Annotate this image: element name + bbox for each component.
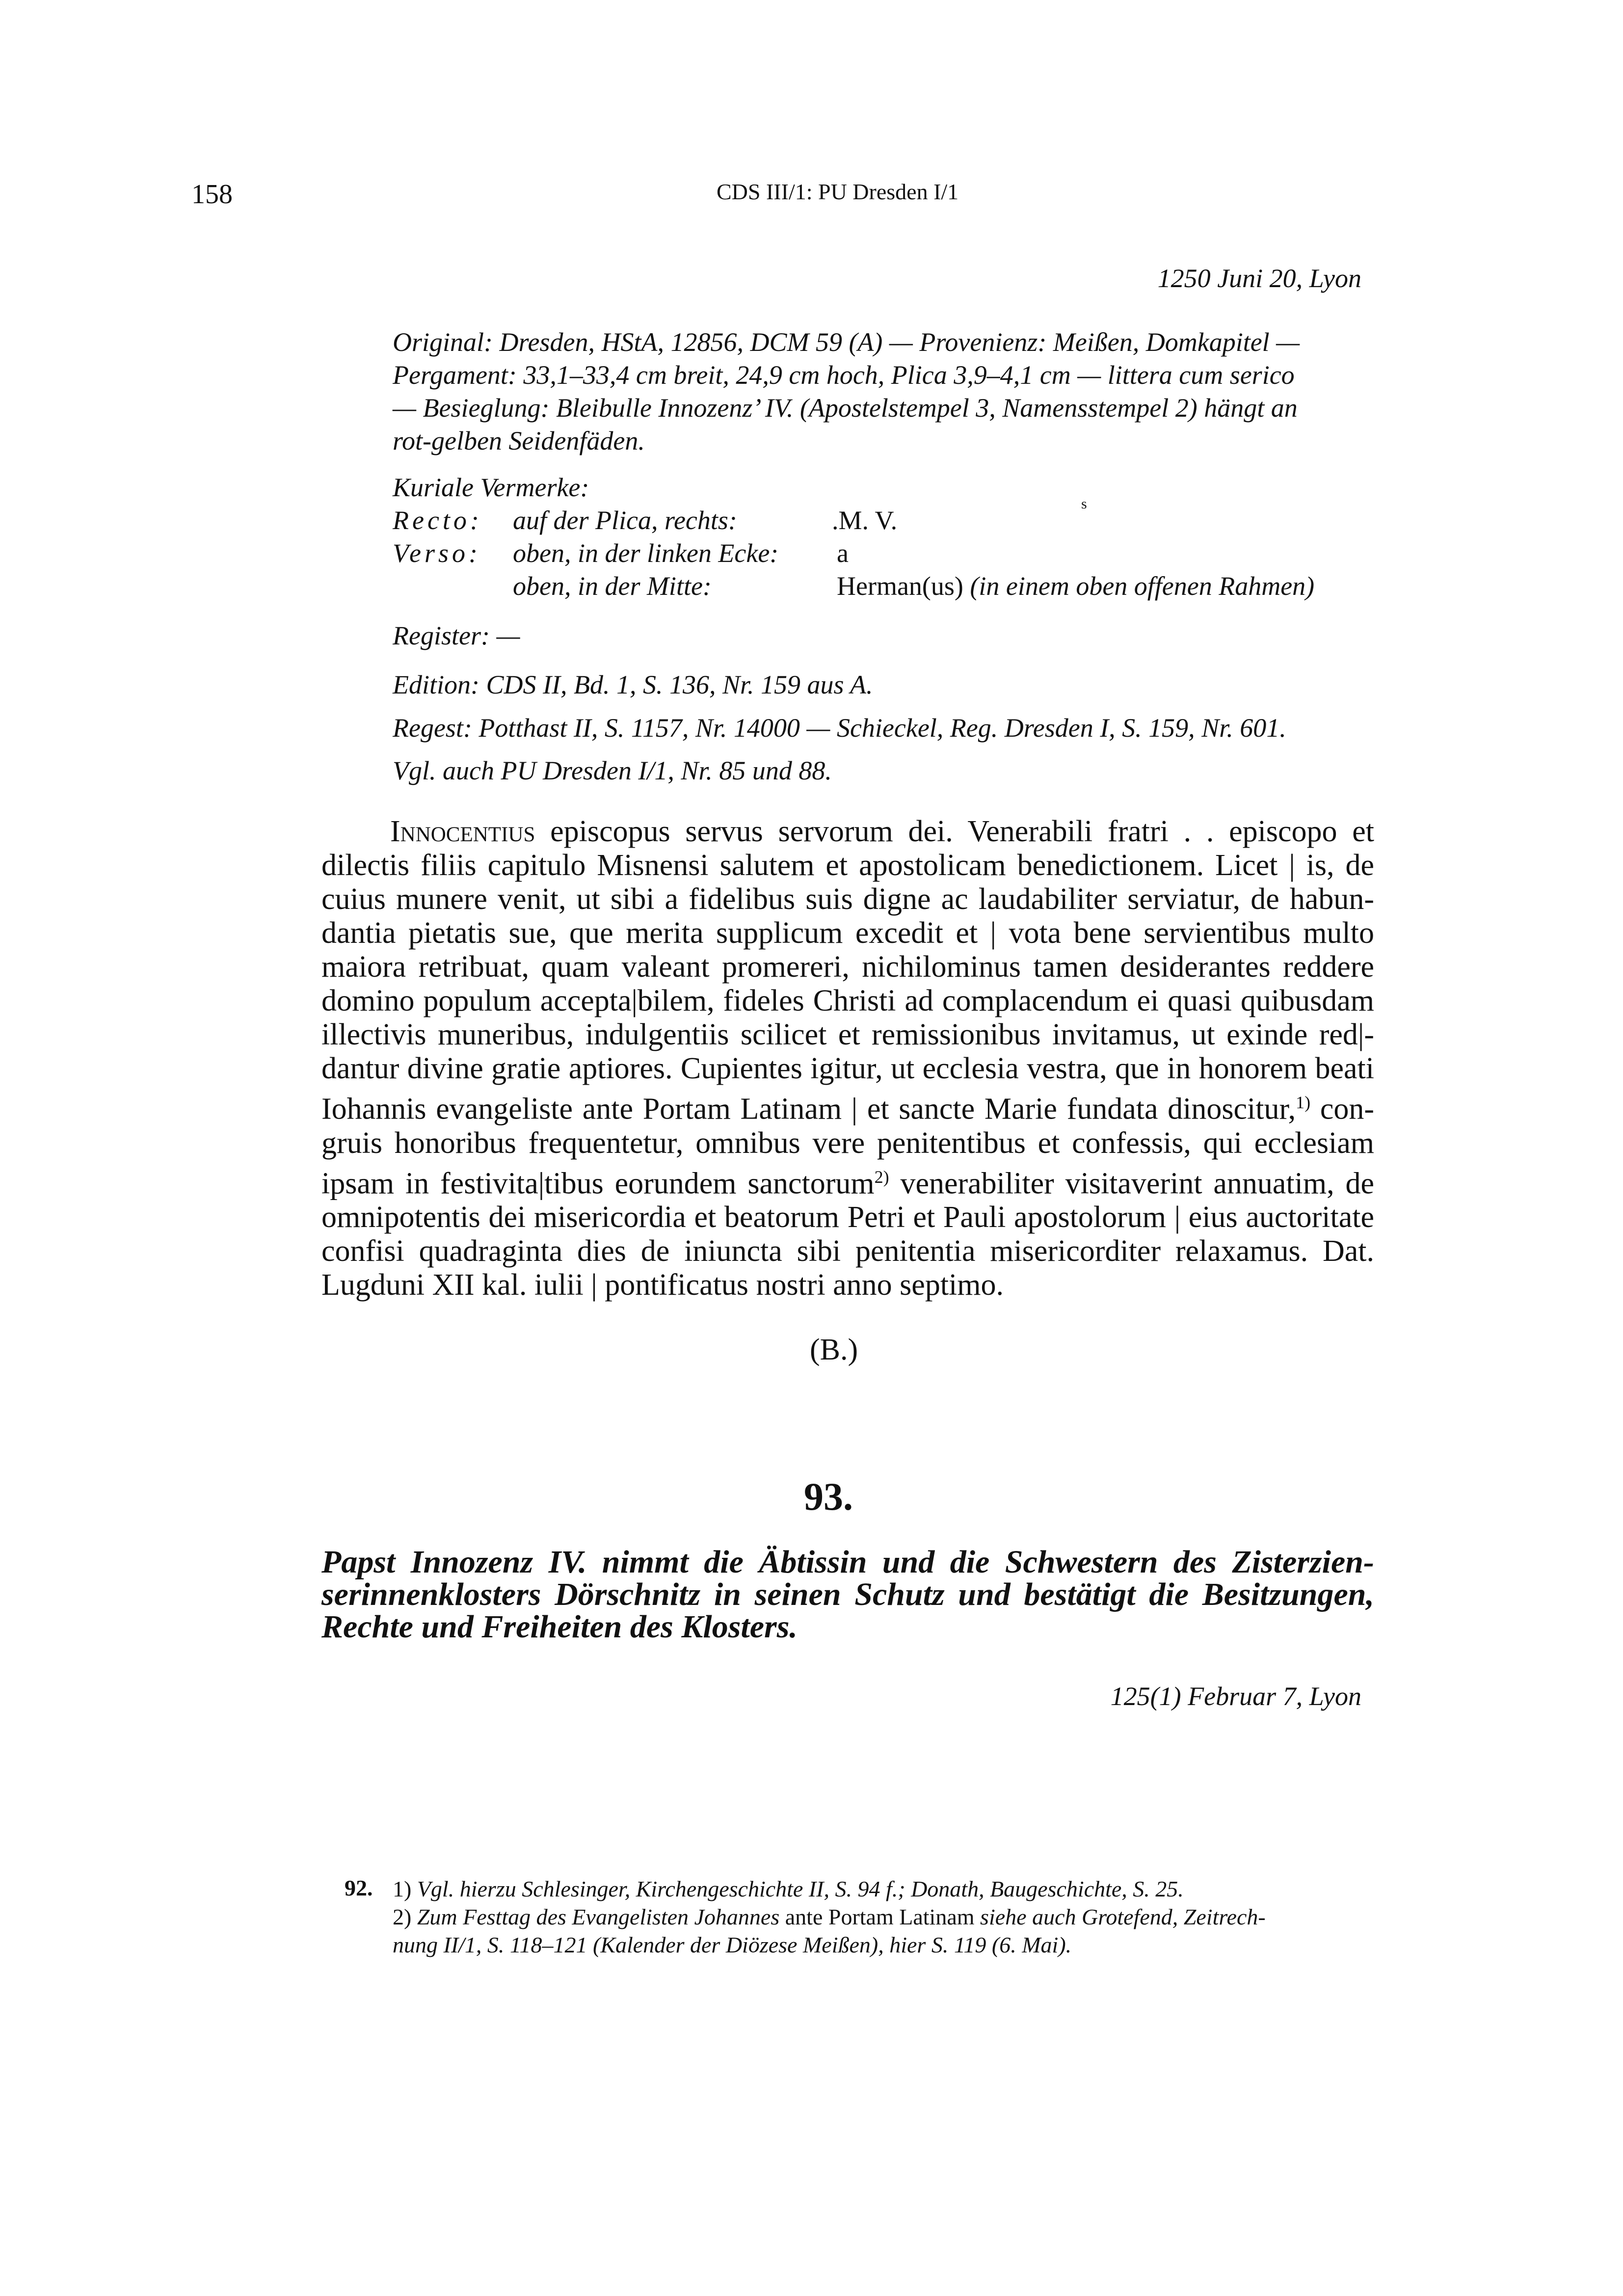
regest-line: Regest: Potthast II, S. 1157, Nr. 14000 — Schieckel, Reg. Dresden I, S. 159, Nr. 601. bbox=[393, 713, 1286, 743]
verso-label: Verso: bbox=[393, 538, 481, 568]
recto-label: Recto: bbox=[393, 506, 482, 535]
footnote-1-text: Vgl. hierzu Schlesinger, Kirchengeschichte II, S. 94 f.; Donath, Baugeschichte, S. 25. bbox=[417, 1876, 1184, 1901]
text-line: illectivis muneribus, indulgentiis scilicet et remissionibus invitamus, ut exinde red|- bbox=[321, 1018, 1374, 1051]
verso-value-2-note: (in einem oben offenen Rahmen) bbox=[970, 571, 1315, 601]
register-line: Register: — bbox=[393, 621, 520, 650]
vermerke-heading: Kuriale Vermerke: bbox=[393, 473, 589, 502]
page-number: 158 bbox=[191, 179, 233, 210]
title-line: Papst Innozenz IV. nimmt die Äbtissin und die Schwestern des Zisterzien- bbox=[321, 1544, 1374, 1580]
footnote-1-number: 1) bbox=[393, 1876, 412, 1901]
text-incipit: Innocentius bbox=[390, 815, 535, 848]
text-line: Iohannis evangeliste ante Portam Latinam | et sancte Marie fundata dinoscitur,$^{1)}$ con- bbox=[321, 1092, 1375, 1126]
footnote-marker-1: 1) bbox=[1296, 1093, 1311, 1112]
item92-description bbox=[393, 326, 1364, 457]
description-line: — Besieglung: Bleibulle Innozenz’ IV. (Apostelstempel 3, Namensstempel 2) hängt an bbox=[393, 393, 1298, 423]
recto-superscript: s bbox=[1081, 496, 1087, 512]
text-line: Innocentius episcopus servus servorum dei. Venerabili fratri . . episcopo et bbox=[390, 815, 1374, 848]
text-line: dantia pietatis sue, que merita supplicum excedit et | vota bene servientibus multo bbox=[321, 916, 1374, 950]
text-line: dilectis filiis capitulo Misnensi salutem et apostolicam benedictionem. Licet | is, de bbox=[321, 849, 1374, 882]
description-line: rot-gelben Seidenfäden. bbox=[393, 426, 645, 455]
title-line: Rechte und Freiheiten des Klosters. bbox=[321, 1609, 798, 1645]
footnote-2-text-b: ante Portam Latinam bbox=[779, 1904, 981, 1929]
verso-position-1: oben, in der linken Ecke: bbox=[513, 538, 779, 568]
siglum: (B.) bbox=[810, 1333, 858, 1366]
item93-date-place: 125(1) Februar 7, Lyon bbox=[1110, 1682, 1361, 1711]
footnote-2-text-c: siehe auch Grotefend, Zeitrech- bbox=[980, 1904, 1266, 1929]
footnote-2-number: 2) bbox=[393, 1904, 412, 1929]
verso-value-2 bbox=[837, 570, 1314, 603]
description-line: Pergament: 33,1–33,4 cm breit, 24,9 cm hoch, Plica 3,9–4,1 cm — littera cum serico bbox=[393, 360, 1295, 390]
footnote-marker-2: 2) bbox=[874, 1167, 889, 1187]
text-line: Lugduni XII kal. iulii | pontificatus nostri anno septimo. bbox=[321, 1268, 1004, 1302]
text-line: ipsam in festivita|tibus eorundem sanctorum$^{2)}$ venerabiliter visitaverint annuatim, de bbox=[321, 1167, 1374, 1201]
footnote-2 bbox=[393, 1903, 1266, 1931]
description-line: Original: Dresden, HStA, 12856, DCM 59 (A) — Provenienz: Meißen, Domkapitel — bbox=[393, 327, 1300, 357]
running-head: CDS III/1: PU Dresden I/1 bbox=[717, 179, 959, 204]
footnote-2-line-2: nung II/1, S. 118–121 (Kalender der Diözese Meißen), hier S. 119 (6. Mai). bbox=[393, 1932, 1072, 1957]
recto-value-text: .M. V. bbox=[832, 506, 898, 535]
text-line: maiora retribuat, quam valeant promereri, nichilominus tamen desiderantes reddere bbox=[321, 950, 1374, 984]
vgl-line: Vgl. auch PU Dresden I/1, Nr. 85 und 88. bbox=[393, 756, 832, 785]
verso-position-2: oben, in der Mitte: bbox=[513, 571, 712, 601]
footnote-1 bbox=[393, 1875, 1184, 1903]
verso-value-2-text: Herman(us) bbox=[837, 571, 963, 601]
text-line: domino populum accepta|bilem, fideles Christi ad complacendum ei quasi quibusdam bbox=[321, 984, 1374, 1017]
item92-date-place: 1250 Juni 20, Lyon bbox=[1157, 264, 1361, 293]
title-line: serinnenklosters Dörschnitz in seinen Schutz und bestätigt die Besitzungen, bbox=[321, 1576, 1374, 1612]
text-line: omnipotentis dei misericordia et beatorum Petri et Pauli apostolorum | eius auctoritate bbox=[321, 1201, 1374, 1234]
verso-value-1: a bbox=[837, 538, 849, 568]
text-line: gruis honoribus frequentetur, omnibus vere penitentibus et confessis, qui ecclesiam bbox=[321, 1126, 1374, 1160]
footnote-2-text-a: Zum Festtag des Evangelisten Johannes bbox=[417, 1904, 780, 1929]
recto-value bbox=[832, 504, 897, 537]
edition-line: Edition: CDS II, Bd. 1, S. 136, Nr. 159 aus A. bbox=[393, 670, 873, 699]
item-title bbox=[321, 1546, 1374, 1643]
main-text bbox=[321, 815, 1374, 1302]
footnotes-item-ref: 92. bbox=[345, 1875, 373, 1900]
recto-position: auf der Plica, rechts: bbox=[513, 506, 737, 535]
text-line: cuius munere venit, ut sibi a fidelibus suis digne ac laudabiliter serviatur, de habun- bbox=[321, 882, 1374, 916]
item-number: 93. bbox=[804, 1475, 853, 1519]
text-line: confisi quadraginta dies de iniuncta sibi penitentia misericorditer relaxamus. Dat. bbox=[321, 1234, 1374, 1268]
text-line: dantur divine gratie aptiores. Cupientes igitur, ut ecclesia vestra, que in honorem beati bbox=[321, 1052, 1374, 1085]
